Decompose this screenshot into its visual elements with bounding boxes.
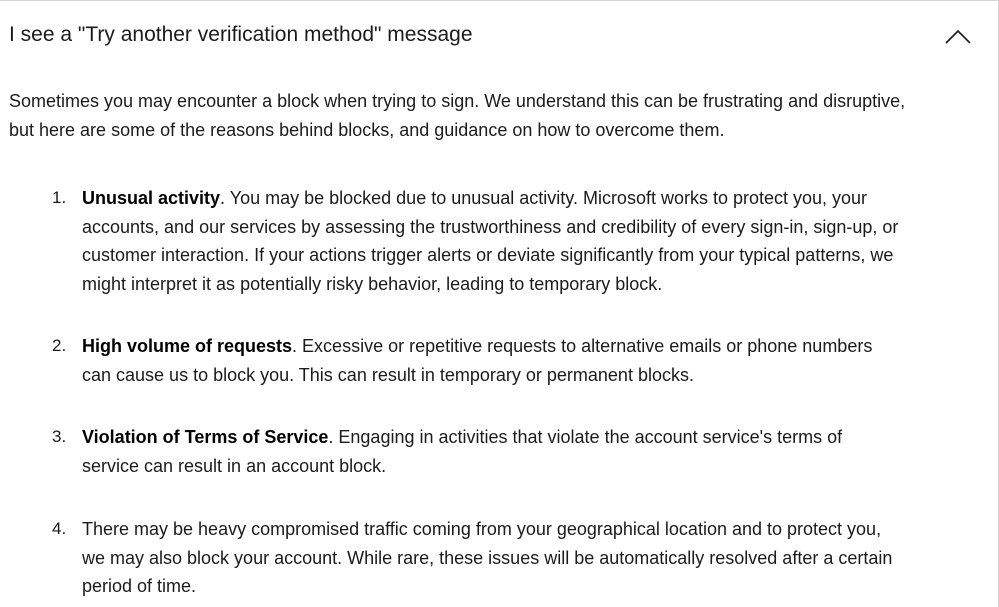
list-item-heading: Unusual activity	[82, 188, 221, 208]
list-item-text	[82, 184, 902, 298]
list-item-body: . Engaging in activities that violate the account service's terms of service can result in an account block.	[82, 427, 843, 476]
list-item-heading: High volume of requests	[82, 336, 293, 356]
list-item-text	[82, 423, 902, 480]
list-item-heading: Violation of Terms of Service	[82, 427, 329, 447]
list-item-body: . Excessive or repetitive requests to alternative emails or phone numbers can cause us to block you. This can result in temporary or permanent blocks.	[82, 336, 873, 385]
intro-paragraph: Sometimes you may encounter a block when trying to sign. We understand this can be frustrating and disruptive, but here are some of the reasons behind blocks, and guidance on how to overcome them.	[9, 91, 906, 140]
list-item-number: 3.	[52, 427, 67, 446]
list-item-number: 4.	[52, 519, 67, 538]
accordion-title[interactable]: I see a "Try another verification method" message	[9, 23, 473, 46]
list-item-body: There may be heavy compromised traffic coming from your geographical location and to protect you, we may also block your account. While rare, these issues will be automatically resolved after a certain period of time.	[82, 519, 893, 596]
list-item-text	[82, 515, 902, 601]
list-item-text	[82, 332, 902, 389]
chevron-up-icon[interactable]	[943, 25, 973, 47]
accordion-header[interactable]	[0, 1, 998, 71]
list-item-number: 2.	[52, 336, 67, 355]
list-item-number: 1.	[52, 188, 67, 207]
list-item-body: . You may be blocked due to unusual activity. Microsoft works to protect you, your accounts, and our services by assessing the trustworthiness and credibility of every sign-in, sign-up, or customer interaction. If your actions trigger alerts or deviate significantly from your typical patterns, we might interpret it as potentially risky behavior, leading to temporary block.	[82, 188, 899, 294]
